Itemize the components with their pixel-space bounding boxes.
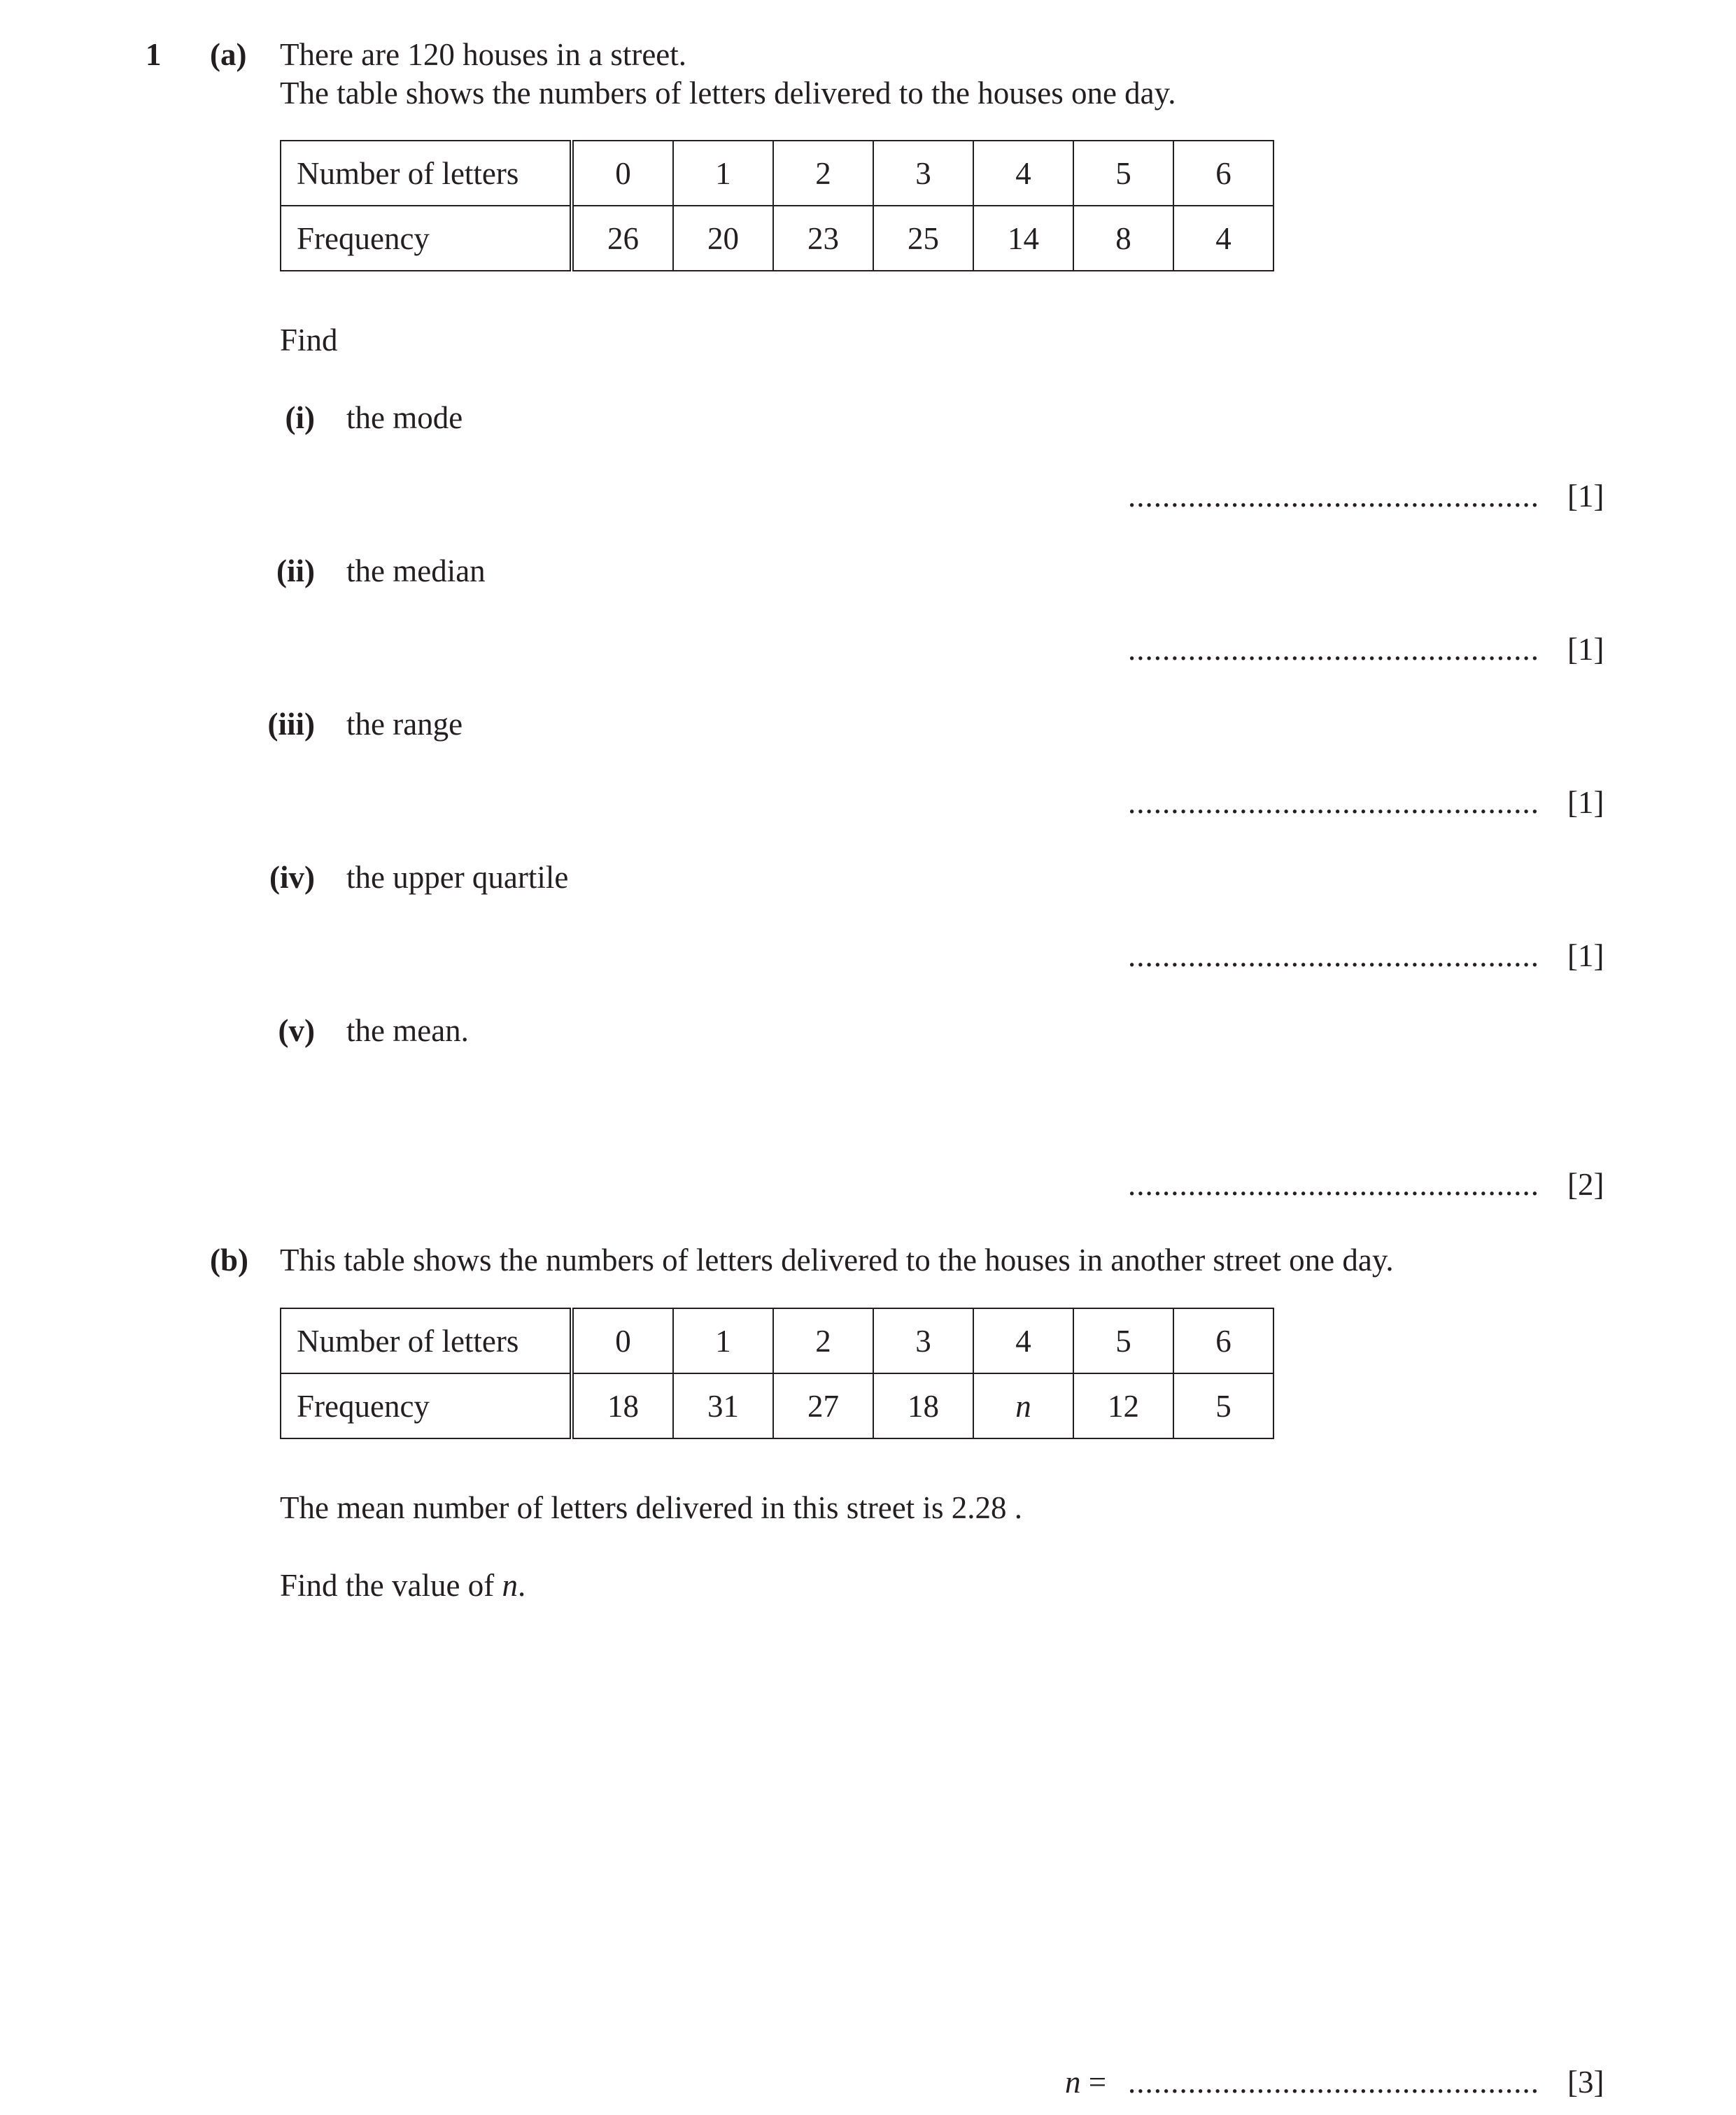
marks: [1] xyxy=(1567,938,1604,973)
table-cell: 18 xyxy=(873,1373,973,1438)
item-text-upper-quartile: the upper quartile xyxy=(346,860,569,895)
item-label: (iv) xyxy=(269,860,315,895)
table-cell: 1 xyxy=(673,1308,773,1373)
table-cell: 23 xyxy=(773,206,873,271)
variable-n: n xyxy=(1065,2065,1081,2100)
row-header-letters: Number of letters xyxy=(281,141,572,206)
table-cell: 18 xyxy=(572,1373,673,1438)
row-header-frequency: Frequency xyxy=(281,206,572,271)
answer-n-label xyxy=(1065,2064,1106,2100)
find-text: Find xyxy=(280,323,338,358)
table-cell: 3 xyxy=(873,1308,973,1373)
table-cell: 27 xyxy=(773,1373,873,1438)
table-cell: 25 xyxy=(873,206,973,271)
marks: [1] xyxy=(1567,632,1604,667)
part-a-label: (a) xyxy=(210,37,247,72)
item-text-mean: the mean. xyxy=(346,1013,469,1048)
answer-line[interactable]: ................................................ xyxy=(1128,632,1539,667)
marks: [3] xyxy=(1567,2065,1604,2100)
table-cell: 6 xyxy=(1173,1308,1273,1373)
table-cell: 4 xyxy=(1173,206,1273,271)
table-cell: 0 xyxy=(572,1308,673,1373)
table-cell: 5 xyxy=(1073,1308,1173,1373)
table-cell: 26 xyxy=(572,206,673,271)
variable-n: n xyxy=(502,1568,518,1603)
answer-line[interactable]: ................................................ xyxy=(1128,785,1539,820)
answer-line[interactable]: ................................................ xyxy=(1128,2065,1539,2100)
table-cell: 6 xyxy=(1173,141,1273,206)
question-number: 1 xyxy=(146,37,162,72)
item-label: (i) xyxy=(285,400,315,435)
item-text-mode: the mode xyxy=(346,400,463,435)
table-cell: 1 xyxy=(673,141,773,206)
item-label: (iii) xyxy=(267,707,315,742)
part-b-label: (b) xyxy=(210,1243,248,1278)
table-cell: 8 xyxy=(1073,206,1173,271)
item-label: (ii) xyxy=(276,553,315,588)
marks: [2] xyxy=(1567,1167,1604,1202)
item-label: (v) xyxy=(278,1013,315,1048)
table-row xyxy=(281,1308,1273,1373)
item-text-median: the median xyxy=(346,553,486,588)
marks: [1] xyxy=(1567,479,1604,514)
table-cell: 3 xyxy=(873,141,973,206)
answer-line[interactable]: ................................................ xyxy=(1128,938,1539,973)
table-cell: 31 xyxy=(673,1373,773,1438)
answer-line[interactable]: ................................................ xyxy=(1128,479,1539,514)
table-cell: 2 xyxy=(773,141,873,206)
part-a-intro-line2: The table shows the numbers of letters delivered to the houses one day. xyxy=(280,76,1176,111)
part-b-intro: This table shows the numbers of letters delivered to the houses in another street one day. xyxy=(280,1243,1394,1278)
table-cell: 2 xyxy=(773,1308,873,1373)
frequency-table-b xyxy=(280,1308,1274,1439)
table-row xyxy=(281,206,1273,271)
mean-statement: The mean number of letters delivered in this street is 2.28 . xyxy=(280,1490,1022,1525)
table-cell: 5 xyxy=(1073,141,1173,206)
row-header-letters: Number of letters xyxy=(281,1308,572,1373)
part-a-intro-line1: There are 120 houses in a street. xyxy=(280,37,687,72)
table-cell: 4 xyxy=(973,1308,1073,1373)
marks: [1] xyxy=(1567,785,1604,820)
equals-sign: = xyxy=(1080,2065,1107,2100)
frequency-table-a xyxy=(280,140,1274,271)
table-row xyxy=(281,141,1273,206)
row-header-frequency: Frequency xyxy=(281,1373,572,1438)
table-cell-unknown-n: n xyxy=(973,1373,1073,1438)
table-cell: 14 xyxy=(973,206,1073,271)
table-cell: 0 xyxy=(572,141,673,206)
table-cell: 4 xyxy=(973,141,1073,206)
table-cell: 12 xyxy=(1073,1373,1173,1438)
find-value-end: . xyxy=(517,1568,526,1603)
find-value-text xyxy=(280,1567,525,1604)
table-row xyxy=(281,1373,1273,1438)
table-cell: 5 xyxy=(1173,1373,1273,1438)
answer-line[interactable]: ................................................ xyxy=(1128,1167,1539,1202)
table-cell: 20 xyxy=(673,206,773,271)
item-text-range: the range xyxy=(346,707,463,742)
find-value-prefix: Find the value of xyxy=(280,1568,502,1603)
